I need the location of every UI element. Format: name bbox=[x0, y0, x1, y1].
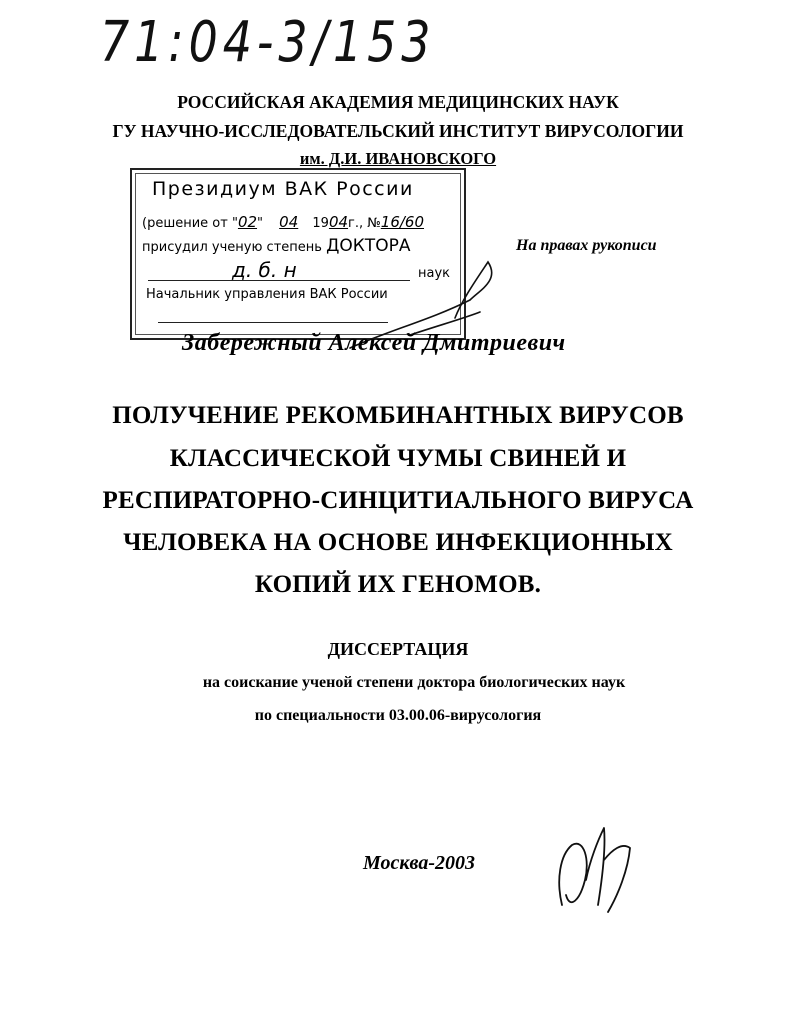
stamp-quote-close: " bbox=[257, 216, 264, 231]
title-line-1: ПОЛУЧЕНИЕ РЕКОМБИНАНТНЫХ ВИРУСОВ bbox=[112, 402, 684, 429]
organization-line-3: им. Д.И. ИВАНОВСКОГО bbox=[299, 149, 497, 168]
organization-line-2: ГУ НАУЧНО-ИССЛЕДОВАТЕЛЬСКИЙ ИНСТИТУТ ВИРУСОЛОГИИ bbox=[112, 121, 684, 141]
stamp-day: 02 bbox=[237, 213, 258, 231]
stamp-month: 04 bbox=[279, 213, 299, 231]
stamp-decision-prefix: (решение от " bbox=[142, 216, 238, 231]
stamp-field-suffix: наук bbox=[418, 266, 451, 281]
stamp-degree-prefix: присудил ученую степень bbox=[142, 240, 322, 255]
title-line-4: ЧЕЛОВЕКА НА ОСНОВЕ ИНФЕКЦИОННЫХ bbox=[123, 529, 673, 556]
degree-line: на соискание ученой степени доктора биологических наук bbox=[202, 674, 626, 691]
stamp-office: Начальник управления ВАК России bbox=[146, 287, 388, 302]
stamp-number: 16/60 bbox=[380, 213, 425, 231]
stamp-year-suffix: 04 bbox=[328, 213, 349, 231]
specialty-line: по специальности 03.00.06-вирусология bbox=[254, 707, 542, 724]
stamp-title: Президиум ВАК России bbox=[152, 178, 414, 200]
stamp-year-prefix: 19 bbox=[312, 216, 329, 231]
author-name: Забережный Алексей Дмитриевич bbox=[182, 330, 566, 356]
organization-line-1: РОССИЙСКАЯ АКАДЕМИЯ МЕДИЦИНСКИХ НАУК bbox=[177, 92, 619, 112]
stamp-field: д. б. н bbox=[232, 258, 297, 282]
title-line-5: КОПИЙ ИХ ГЕНОМОВ. bbox=[254, 571, 542, 598]
manuscript-rights: На правах рукописи bbox=[516, 237, 657, 254]
stamp-year-unit: г., № bbox=[348, 216, 381, 231]
city-year: Москва-2003 bbox=[363, 852, 475, 874]
title-line-2: КЛАССИЧЕСКОЙ ЧУМЫ СВИНЕЙ И bbox=[169, 445, 627, 472]
title-line-3: РЕСПИРАТОРНО-СИНЦИТИАЛЬНОГО ВИРУСА bbox=[102, 487, 694, 514]
archive-number: 71:04-3/153 bbox=[100, 10, 436, 75]
document-type: ДИССЕРТАЦИЯ bbox=[327, 639, 469, 659]
stamp-degree: ДОКТОРА bbox=[326, 236, 411, 256]
